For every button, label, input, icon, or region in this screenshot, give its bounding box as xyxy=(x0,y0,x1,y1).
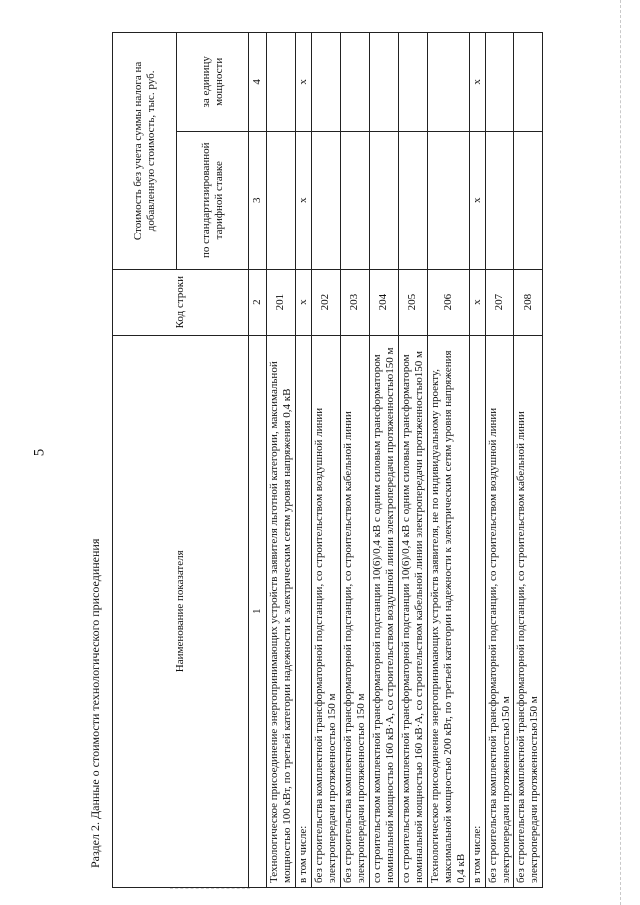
row-std-rate-value xyxy=(311,131,340,269)
table-body xyxy=(267,33,543,888)
table-row xyxy=(340,33,369,888)
col-num-3: 3 xyxy=(249,131,267,269)
row-std-rate-value xyxy=(267,131,296,269)
row-name: со строительством комплектной трансформаторной подстанции 10(6)/0,4 кВ с одним силовым трансформатором номинальной мощностью 160 кВ·А, со строительством воздушной линии электропередачи протяженностью150 м xyxy=(369,335,398,887)
header-per-unit: за единицу мощности xyxy=(177,33,249,132)
header-cost-group: Стоимость без учета суммы налога на добавленную стоимость, тыс. руб. xyxy=(113,33,177,270)
scan-edge-line xyxy=(620,0,621,905)
row-code: 201 xyxy=(267,269,296,335)
row-std-rate-value xyxy=(514,131,543,269)
row-std-rate-value xyxy=(427,131,469,269)
row-std-rate-value: x xyxy=(469,131,485,269)
table-row xyxy=(485,33,514,888)
row-code: 207 xyxy=(485,269,514,335)
row-code: 203 xyxy=(340,269,369,335)
table-row xyxy=(267,33,296,888)
col-num-1: 1 xyxy=(249,335,267,887)
row-per-unit-value xyxy=(514,33,543,132)
scan-edge-mark xyxy=(170,888,250,889)
row-per-unit-value xyxy=(369,33,398,132)
header-name: Наименование показателя xyxy=(113,335,249,887)
row-per-unit-value xyxy=(311,33,340,132)
row-code: x xyxy=(469,269,485,335)
row-name: со строительством комплектной трансформаторной подстанции 10(6)/0,4 кВ с одним силовым трансформатором номинальной мощностью 160 кВ·А, со строительством кабельной линии электропередачи протяженностью150 м xyxy=(398,335,427,887)
header-code: Код строки xyxy=(113,269,249,335)
table-row xyxy=(514,33,543,888)
row-name: без строительства комплектной трансформаторной подстанции, со строительством воздушной линии электропередачи протяженностью150 м xyxy=(485,335,514,887)
row-per-unit-value: x xyxy=(295,33,311,132)
row-name: без строительства комплектной трансформаторной подстанции, со строительством кабельной линии электропередачи протяженностью 150 м xyxy=(340,335,369,887)
row-per-unit-value xyxy=(398,33,427,132)
col-num-4: 4 xyxy=(249,33,267,132)
table-row xyxy=(398,33,427,888)
rotated-table-container xyxy=(112,32,612,888)
row-name: Технологическое присоединение энергопринимающих устройств заявителя льготной категории, максимальной мощностью 100 кВт, по третьей категории надежности к электрическим сетям уровня напряжения 0,4 кВ xyxy=(267,335,296,887)
cost-table xyxy=(112,32,543,888)
table-row xyxy=(295,33,311,888)
row-name: без строительства комплектной трансформаторной подстанции, со строительством кабельной линии электропередачи протяженностью150 м xyxy=(514,335,543,887)
row-per-unit-value xyxy=(340,33,369,132)
row-std-rate-value xyxy=(340,131,369,269)
row-std-rate-value xyxy=(369,131,398,269)
row-code: 208 xyxy=(514,269,543,335)
row-code: 206 xyxy=(427,269,469,335)
row-per-unit-value: x xyxy=(469,33,485,132)
row-per-unit-value xyxy=(267,33,296,132)
table-header xyxy=(113,33,267,888)
row-name: без строительства комплектной трансформаторной подстанции, со строительством воздушной линии электропередачи протяженностью 150 м xyxy=(311,335,340,887)
row-code: 205 xyxy=(398,269,427,335)
section-title: Раздел 2. Данные о стоимости технологического присоединения xyxy=(88,538,102,868)
col-num-2: 2 xyxy=(249,269,267,335)
row-name: в том числе: xyxy=(295,335,311,887)
table-row xyxy=(311,33,340,888)
table-row xyxy=(369,33,398,888)
row-std-rate-value xyxy=(398,131,427,269)
row-code: 204 xyxy=(369,269,398,335)
row-code: x xyxy=(295,269,311,335)
page-number: 5 xyxy=(31,448,48,457)
row-code: 202 xyxy=(311,269,340,335)
row-name: Технологическое присоединение энергопринимающих устройств заявителя, не по индивидуальному проекту, максимальной мощностью 200 кВт, по третьей категории надежности к электрическим сетям уровня напряжения 0,4 кВ xyxy=(427,335,469,887)
row-std-rate-value xyxy=(485,131,514,269)
table-row xyxy=(469,33,485,888)
row-per-unit-value xyxy=(427,33,469,132)
table-row xyxy=(427,33,469,888)
header-std-rate: по стандартизированной тарифной ставке xyxy=(177,131,249,269)
row-per-unit-value xyxy=(485,33,514,132)
row-std-rate-value: x xyxy=(295,131,311,269)
row-name: в том числе: xyxy=(469,335,485,887)
